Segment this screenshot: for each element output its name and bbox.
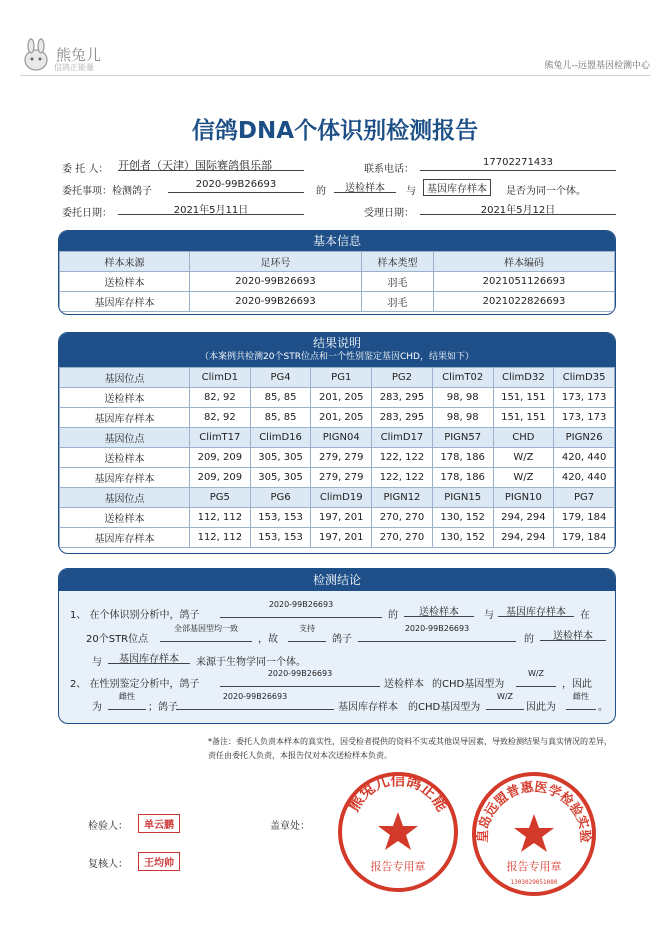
table-cell: 送检样本 [60, 272, 190, 292]
table-cell: ClimD17 [372, 428, 433, 448]
table-cell: PG4 [250, 368, 311, 388]
table-cell: PIGN15 [432, 488, 493, 508]
accept-label: 受理日期： [364, 208, 414, 219]
table-cell: W/Z [493, 448, 554, 468]
concl-l2-str: 20个STR位点 [86, 634, 149, 645]
table-row [60, 528, 615, 548]
concl-l1-ring: 2020-99B26693 [220, 600, 382, 618]
table-cell: 85, 85 [250, 388, 311, 408]
date-value: 2021年5月11日 [118, 201, 304, 215]
table-cell: 173, 173 [554, 408, 615, 428]
table-cell: 送检样本 [60, 448, 190, 468]
table-cell: PIGN12 [372, 488, 433, 508]
table-cell: ClimD19 [311, 488, 372, 508]
table-cell: PG7 [554, 488, 615, 508]
concl-l5-end: 。 [598, 702, 608, 713]
locus-header-row [60, 488, 615, 508]
concl-l2-sample: 送检样本 [540, 627, 606, 641]
date-label: 委托日期： [62, 208, 112, 219]
table-row [60, 388, 615, 408]
header-right-text: 熊兔儿--远盟基因检测中心 [544, 61, 650, 71]
table-cell: 201, 205 [311, 408, 372, 428]
table-cell: 283, 295 [372, 408, 433, 428]
table-cell: PG2 [372, 368, 433, 388]
table-cell: 样本来源 [60, 252, 190, 272]
table-row [60, 448, 615, 468]
table-cell: 羽毛 [362, 272, 434, 292]
table-cell: 基因库存样本 [60, 292, 190, 312]
locus-header-row [60, 368, 615, 388]
note-text: 委托人负责本样本的真实性，因受检者提供的资料不实或其他误导因素，导致检测结果与真实情况的差异，责任由委托人负责，本报告仅对本次送检样本负责。 [208, 737, 612, 760]
concl-l5-therefore: 因此为 [526, 702, 556, 713]
table-cell: 209, 209 [190, 468, 251, 488]
concl-l2-gezi: 鸽子 [332, 634, 352, 645]
concl-l1-zai: 在 [580, 610, 590, 621]
concl-l2-support: 支持 [288, 624, 326, 642]
basic-info-table [59, 251, 615, 312]
table-cell: 283, 295 [372, 388, 433, 408]
table-header-row [60, 252, 615, 272]
note-star: *备注： [208, 737, 236, 746]
seal-xiongtuer [336, 770, 460, 894]
header-divider [20, 75, 650, 76]
concl-l2-consistent: 全部基因型均一致 [160, 624, 252, 642]
table-cell: PIGN10 [493, 488, 554, 508]
table-cell: 279, 279 [311, 468, 372, 488]
table-cell: 2021051126693 [434, 272, 615, 292]
table-cell: 基因库存样本 [60, 408, 190, 428]
table-cell: 420, 440 [554, 468, 615, 488]
table-row [60, 508, 615, 528]
concl-l5-ring: 2020-99B26693 [176, 692, 334, 710]
table-cell: 130, 152 [432, 528, 493, 548]
table-cell: 送检样本 [60, 508, 190, 528]
table-cell: PIGN57 [432, 428, 493, 448]
table-cell: 197, 201 [311, 528, 372, 548]
matter-library: 基因库存样本 [423, 179, 491, 196]
concl-l5-wz: W/Z [486, 692, 524, 710]
table-cell: 112, 112 [190, 508, 251, 528]
tester-label: 检验人： [88, 821, 128, 832]
table-cell: 送检样本 [60, 388, 190, 408]
basic-info-title: 基本信息 [59, 231, 615, 251]
table-cell: 179, 184 [554, 528, 615, 548]
table-cell: 270, 270 [372, 528, 433, 548]
table-cell: 201, 205 [311, 388, 372, 408]
reviewer-label: 复核人： [88, 859, 128, 870]
table-row [60, 292, 615, 312]
table-cell: 209, 209 [190, 448, 251, 468]
concl-l4-wz: W/Z [516, 669, 556, 687]
concl-l4-text: 2、 在性别鉴定分析中，鸽子 [70, 679, 200, 690]
client-label: 委 托 人： [62, 164, 109, 175]
table-row [60, 468, 615, 488]
table-cell: 305, 305 [250, 448, 311, 468]
table-cell: 420, 440 [554, 448, 615, 468]
table-cell: 153, 153 [250, 528, 311, 548]
locus-header-row [60, 428, 615, 448]
table-cell: 151, 151 [493, 388, 554, 408]
matter-ring: 2020-99B26693 [168, 179, 304, 193]
concl-l1-text: 1、 在个体识别分析中，鸽子 [70, 610, 200, 621]
concl-l5-chd: 的CHD基因型为 [408, 702, 481, 713]
table-cell: 178, 186 [432, 468, 493, 488]
concl-l1-library: 基因库存样本 [498, 603, 574, 617]
table-cell: 112, 112 [190, 528, 251, 548]
concl-l1-and: 与 [484, 610, 494, 621]
reviewer-signature: 王均帅 [138, 852, 180, 871]
rabbit-logo-icon [20, 38, 52, 72]
table-row [60, 408, 615, 428]
seal-stamp-icon [470, 770, 598, 898]
table-cell: 基因库存样本 [60, 468, 190, 488]
table-cell: PIGN26 [554, 428, 615, 448]
table-cell: PIGN04 [311, 428, 372, 448]
matter-and: 与 [406, 186, 416, 197]
phone-label: 联系电话： [364, 164, 414, 175]
accept-value: 2021年5月12日 [420, 201, 616, 215]
results-title: 结果说明 [312, 336, 361, 350]
seal-label: 盖章处： [270, 821, 310, 832]
table-cell: PG5 [190, 488, 251, 508]
concl-l1-sample: 送检样本 [404, 603, 474, 617]
concl-l1-de: 的 [388, 610, 398, 621]
table-cell: W/Z [493, 468, 554, 488]
svg-text:秦皇岛远盟普惠医学检验实验室: 皇岛远盟普惠医学检验实验 [475, 780, 593, 844]
table-row [60, 272, 615, 292]
table-cell: ClimD35 [554, 368, 615, 388]
conclusion-title: 检测结论 [59, 569, 615, 591]
disclaimer-note [208, 735, 618, 763]
concl-l5-semi: ；鸽子 [148, 702, 178, 713]
table-cell: ClimT02 [432, 368, 493, 388]
table-cell: ClimT17 [190, 428, 251, 448]
table-cell: 基因位点 [60, 488, 190, 508]
results-subtitle: （本案例共检测20个STR位点和一个性别鉴定基因CHD，结果如下） [200, 352, 474, 362]
logo-name: 熊兔儿 [56, 46, 102, 64]
table-cell: PG6 [250, 488, 311, 508]
table-cell: 样本类型 [362, 252, 434, 272]
concl-l4-ring: 2020-99B26693 [220, 669, 380, 687]
concl-l5-wei: 为 [92, 702, 102, 713]
svg-text:报告专用章: 报告专用章 [370, 860, 426, 873]
concl-l5-female2: 雌性 [566, 692, 596, 710]
logo [20, 38, 52, 72]
matter-same: 是否为同一个体。 [506, 186, 586, 197]
table-cell: 294, 294 [493, 508, 554, 528]
matter-de: 的 [316, 186, 326, 197]
concl-l3-text: 来源于生物学同一个体。 [196, 657, 306, 668]
tester-signature: 单云鹏 [138, 814, 180, 833]
concl-l5-female: 雌性 [108, 692, 146, 710]
concl-l4-therefore: ，因此 [562, 679, 592, 690]
table-cell: 122, 122 [372, 468, 433, 488]
table-cell: 197, 201 [311, 508, 372, 528]
concl-l2-gu: ，故 [258, 634, 278, 645]
seal-stamp-icon [336, 770, 460, 894]
svg-text:1303029051080: 1303029051080 [510, 879, 558, 886]
concl-l3-library: 基因库存样本 [108, 650, 190, 664]
concl-l3-and: 与 [92, 657, 102, 668]
table-cell: ClimD16 [250, 428, 311, 448]
table-cell: 279, 279 [311, 448, 372, 468]
table-cell: 98, 98 [432, 388, 493, 408]
concl-l2-de: 的 [524, 634, 534, 645]
table-cell: 基因位点 [60, 368, 190, 388]
concl-l4-chd: 的CHD基因型为 [432, 679, 505, 690]
table-cell: 基因位点 [60, 428, 190, 448]
table-cell: 样本编码 [434, 252, 615, 272]
matter-label: 委托事项：检测鸽子 [62, 186, 152, 197]
results-table [59, 367, 615, 548]
page-title: 信鸽DNA个体识别检测报告 [191, 118, 479, 144]
table-cell: 130, 152 [432, 508, 493, 528]
basic-info-section [58, 230, 616, 315]
table-cell: 85, 85 [250, 408, 311, 428]
table-cell: 179, 184 [554, 508, 615, 528]
table-cell: 151, 151 [493, 408, 554, 428]
table-cell: 2021022826693 [434, 292, 615, 312]
table-cell: PG1 [311, 368, 372, 388]
table-cell: 178, 186 [432, 448, 493, 468]
table-cell: 羽毛 [362, 292, 434, 312]
table-cell: 基因库存样本 [60, 528, 190, 548]
matter-sample: 送检样本 [334, 179, 396, 193]
table-cell: CHD [493, 428, 554, 448]
table-cell: ClimD32 [493, 368, 554, 388]
seal-yuanmeng [470, 770, 598, 898]
table-cell: 82, 92 [190, 408, 251, 428]
svg-text:报告专用章: 报告专用章 [506, 860, 562, 873]
concl-l5-library: 基因库存样本 [338, 702, 398, 713]
table-cell: 305, 305 [250, 468, 311, 488]
table-cell: 153, 153 [250, 508, 311, 528]
concl-l2-ring: 2020-99B26693 [358, 624, 516, 642]
phone-value: 17702271433 [420, 157, 616, 171]
table-cell: 98, 98 [432, 408, 493, 428]
concl-l4-sample: 送检样本 [384, 679, 424, 690]
table-cell: 294, 294 [493, 528, 554, 548]
results-section [58, 332, 616, 554]
table-cell: 270, 270 [372, 508, 433, 528]
table-cell: ClimD1 [190, 368, 251, 388]
svg-text:熊兔儿信鸽正能: 熊兔儿信鸽正能 [344, 770, 452, 815]
table-cell: 82, 92 [190, 388, 251, 408]
client-value: 开创者（天津）国际赛鸽俱乐部 [118, 157, 304, 171]
table-cell: 173, 173 [554, 388, 615, 408]
table-cell: 足环号 [190, 252, 362, 272]
table-cell: 2020-99B26693 [190, 292, 362, 312]
table-cell: 122, 122 [372, 448, 433, 468]
results-header [59, 333, 615, 367]
table-cell: 2020-99B26693 [190, 272, 362, 292]
logo-slogan: 信鸽正能量 [54, 63, 94, 72]
